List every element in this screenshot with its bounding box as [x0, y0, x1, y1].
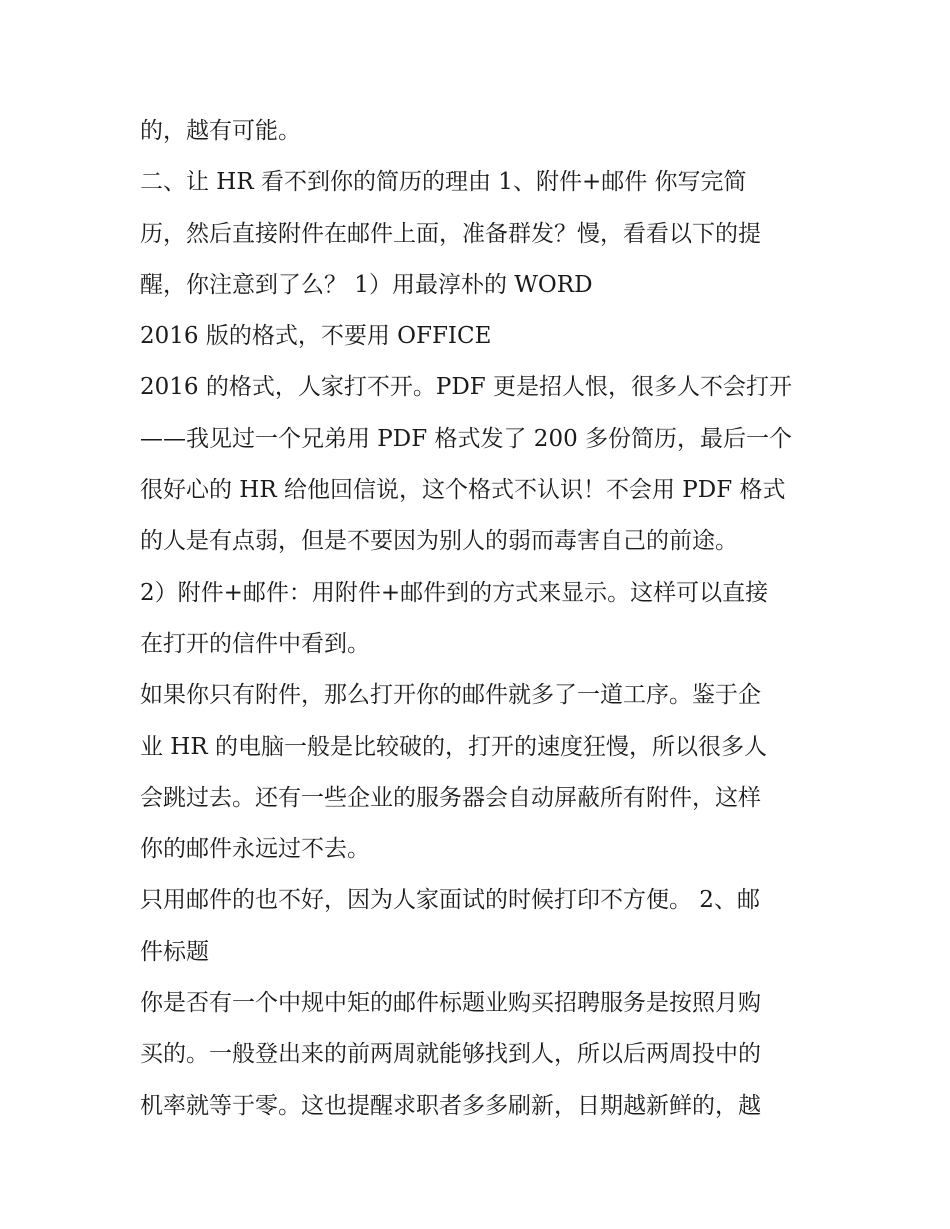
text-line: 很好心的 HR 给他回信说，这个格式不认识！不会用 PDF 格式 — [140, 477, 786, 504]
text-line: 买的。一般登出来的前两周就能够找到人，所以后两周投中的 — [140, 1041, 761, 1068]
text-line: 的，越有可能。 — [140, 118, 301, 144]
text-line: 在打开的信件中看到。 — [140, 630, 370, 657]
text-line: 业 HR 的电脑一般是比较破的，打开的速度狂慢，所以很多人 — [140, 733, 767, 760]
text-line: 只用邮件的也不好，因为人家面试的时候打印不方便。 2、邮 — [140, 887, 760, 914]
text-line: 2）附件+邮件：用附件+邮件到的方式来显示。这样可以直接 — [140, 579, 769, 606]
text-line: 2016 版的格式，不要用 OFFICE — [140, 323, 492, 350]
body-text — [140, 106, 820, 1132]
text-line: 二、让 HR 看不到你的简历的理由 1、附件+邮件 你写完简 — [140, 169, 747, 196]
text-line: ——我见过一个兄弟用 PDF 格式发了 200 多份简历，最后一个 — [140, 425, 793, 452]
text-line: 机率就等于零。这也提醒求职者多多刷新，日期越新鲜的，越 — [140, 1092, 761, 1119]
text-line: 历，然后直接附件在邮件上面，准备群发？慢，看看以下的提 — [140, 220, 761, 247]
text-line: 醒，你注意到了么？ 1）用最淳朴的 WORD — [140, 271, 593, 298]
text-line: 件标题 — [140, 938, 209, 965]
text-line: 你的邮件永远过不去。 — [140, 836, 370, 863]
text-line: 你是否有一个中规中矩的邮件标题业购买招聘服务是按照月购 — [140, 990, 761, 1017]
text-line: 会跳过去。还有一些企业的服务器会自动屏蔽所有附件，这样 — [140, 784, 761, 811]
text-line: 的人是有点弱，但是不要因为别人的弱而毒害自己的前途。 — [140, 528, 738, 555]
text-line: 2016 的格式，人家打不开。PDF 更是招人恨，很多人不会打开 — [140, 374, 793, 401]
text-line: 如果你只有附件，那么打开你的邮件就多了一道工序。鉴于企 — [140, 682, 761, 709]
